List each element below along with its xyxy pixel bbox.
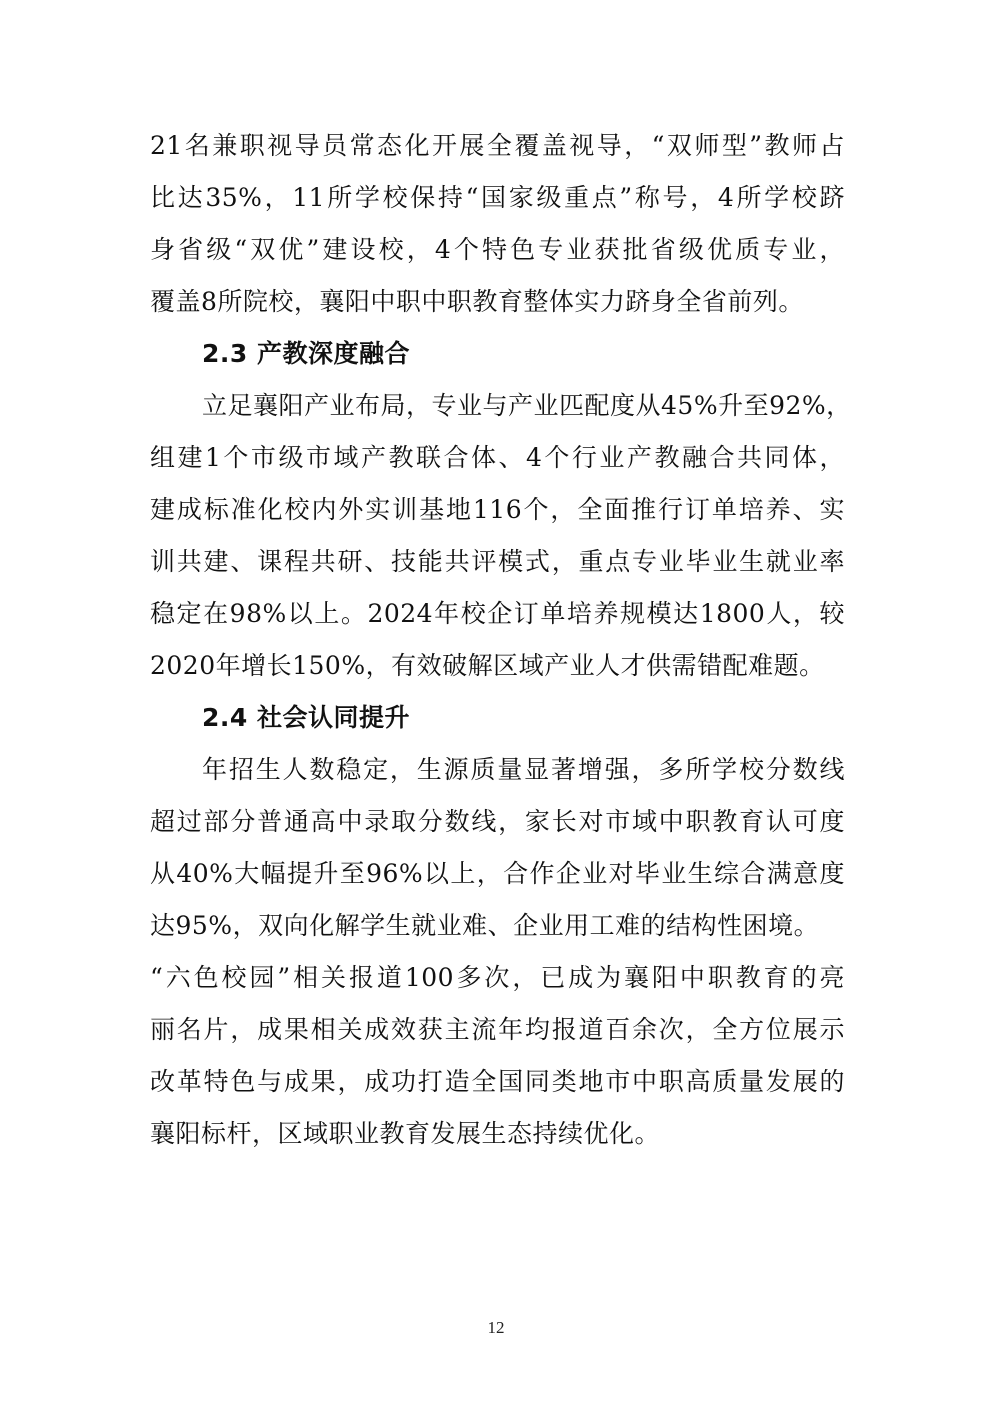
section-heading-2-4: 2.4 社会认同提升	[202, 703, 410, 732]
paragraph-line: 建成标准化校内外实训基地116个，全面推行订单培养、实	[150, 495, 845, 524]
body-text	[150, 120, 852, 1160]
paragraph-line: 训共建、课程共研、技能共评模式，重点专业毕业生就业率	[150, 547, 845, 576]
section-heading-2-3: 2.3 产教深度融合	[202, 339, 410, 368]
paragraph-line: 身省级“双优”建设校，4个特色专业获批省级优质专业，	[150, 235, 845, 264]
paragraph-line: 比达35%，11所学校保持“国家级重点”称号，4所学校跻	[150, 183, 845, 212]
paragraph-line: 21名兼职视导员常态化开展全覆盖视导，“双师型”教师占	[150, 131, 845, 160]
paragraph-line: 年招生人数稳定，生源质量显著增强，多所学校分数线	[202, 755, 845, 784]
paragraph-line: 2020年增长150%，有效破解区域产业人才供需错配难题。	[150, 651, 825, 680]
paragraph-line: 丽名片，成果相关成效获主流年均报道百余次，全方位展示	[150, 1015, 845, 1044]
paragraph-line: 超过部分普通高中录取分数线，家长对市域中职教育认可度	[150, 807, 845, 836]
paragraph-line: 从40%大幅提升至96%以上，合作企业对毕业生综合满意度	[150, 859, 845, 888]
paragraph-line: 稳定在98%以上。2024年校企订单培养规模达1800人，较	[150, 599, 845, 628]
paragraph-line: “六色校园”相关报道100多次，已成为襄阳中职教育的亮	[150, 963, 845, 992]
paragraph-line: 覆盖8所院校，襄阳中职中职教育整体实力跻身全省前列。	[150, 287, 804, 316]
page-number: 12	[487, 1318, 505, 1337]
paragraph-line: 襄阳标杆，区域职业教育发展生态持续优化。	[150, 1119, 661, 1148]
paragraph-line: 组建1个市级市域产教联合体、4个行业产教融合共同体，	[150, 443, 845, 472]
paragraph-line: 达95%，双向化解学生就业难、企业用工难的结构性困境。	[150, 911, 820, 940]
paragraph-line: 立足襄阳产业布局，专业与产业匹配度从45%升至92%，	[202, 391, 852, 420]
paragraph-line: 改革特色与成果，成功打造全国同类地市中职高质量发展的	[150, 1067, 845, 1096]
